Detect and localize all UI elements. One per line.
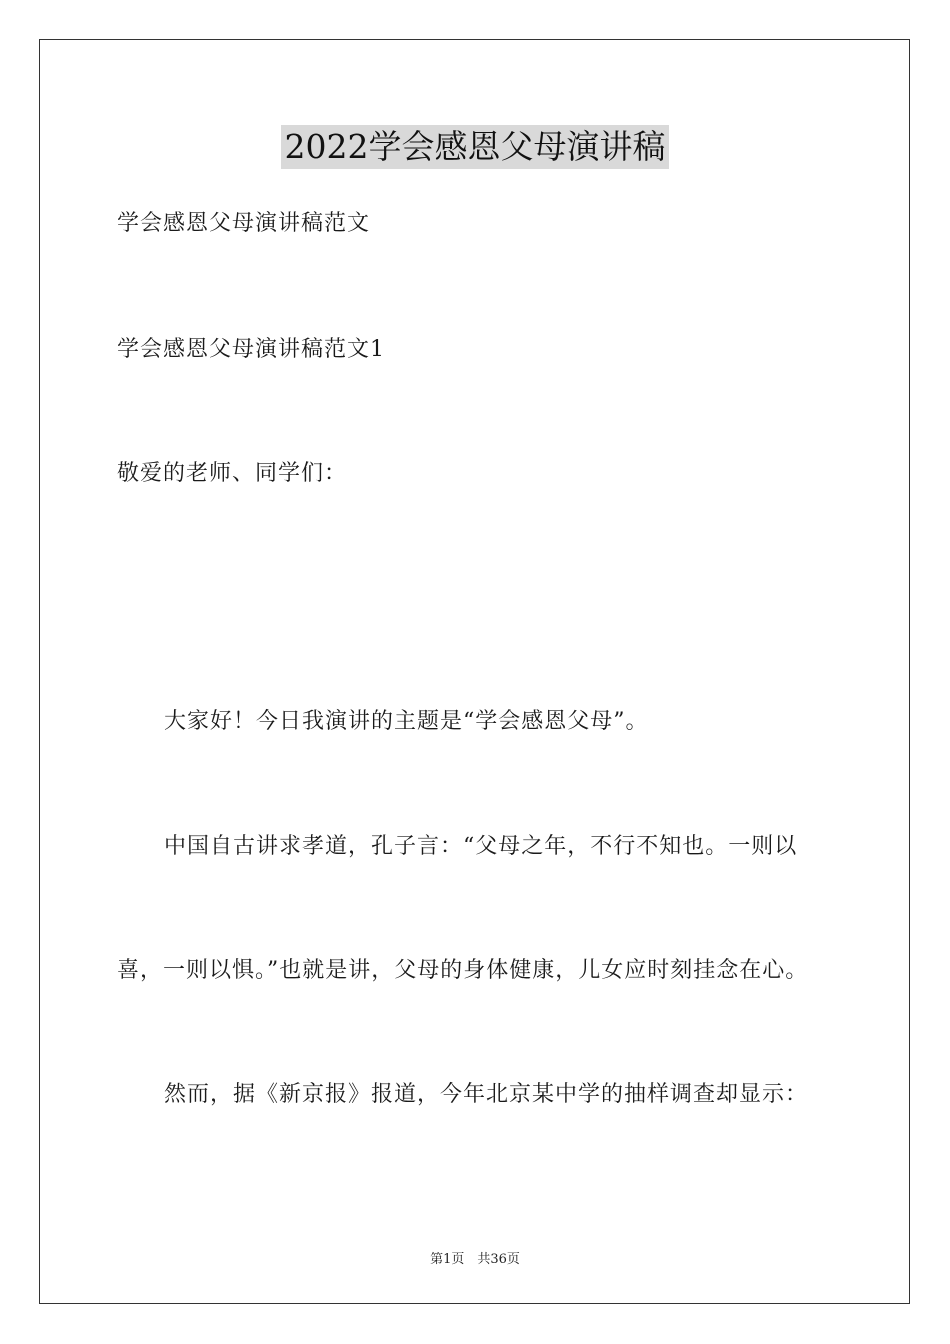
page-number-footer: 第1页 共36页: [430, 1252, 520, 1267]
paragraph: 中国自古讲求孝道，孔子言：“父母之年，不行不知也。一则以: [164, 834, 798, 859]
subtitle: 学会感恩父母演讲稿范文: [117, 211, 371, 236]
salutation: 敬爱的老师、同学们：: [117, 461, 348, 486]
title-container: [0, 125, 950, 169]
paragraph: 然而，据《新京报》报道，今年北京某中学的抽样调查却显示：: [164, 1082, 809, 1107]
section-heading: 学会感恩父母演讲稿范文1: [117, 337, 385, 362]
paragraph: 大家好！今日我演讲的主题是“学会感恩父母”。: [164, 709, 649, 734]
paragraph: 喜，一则以惧。”也就是讲，父母的身体健康，儿女应时刻挂念在心。: [117, 958, 809, 983]
document-title: 2022学会感恩父母演讲稿: [281, 125, 670, 169]
